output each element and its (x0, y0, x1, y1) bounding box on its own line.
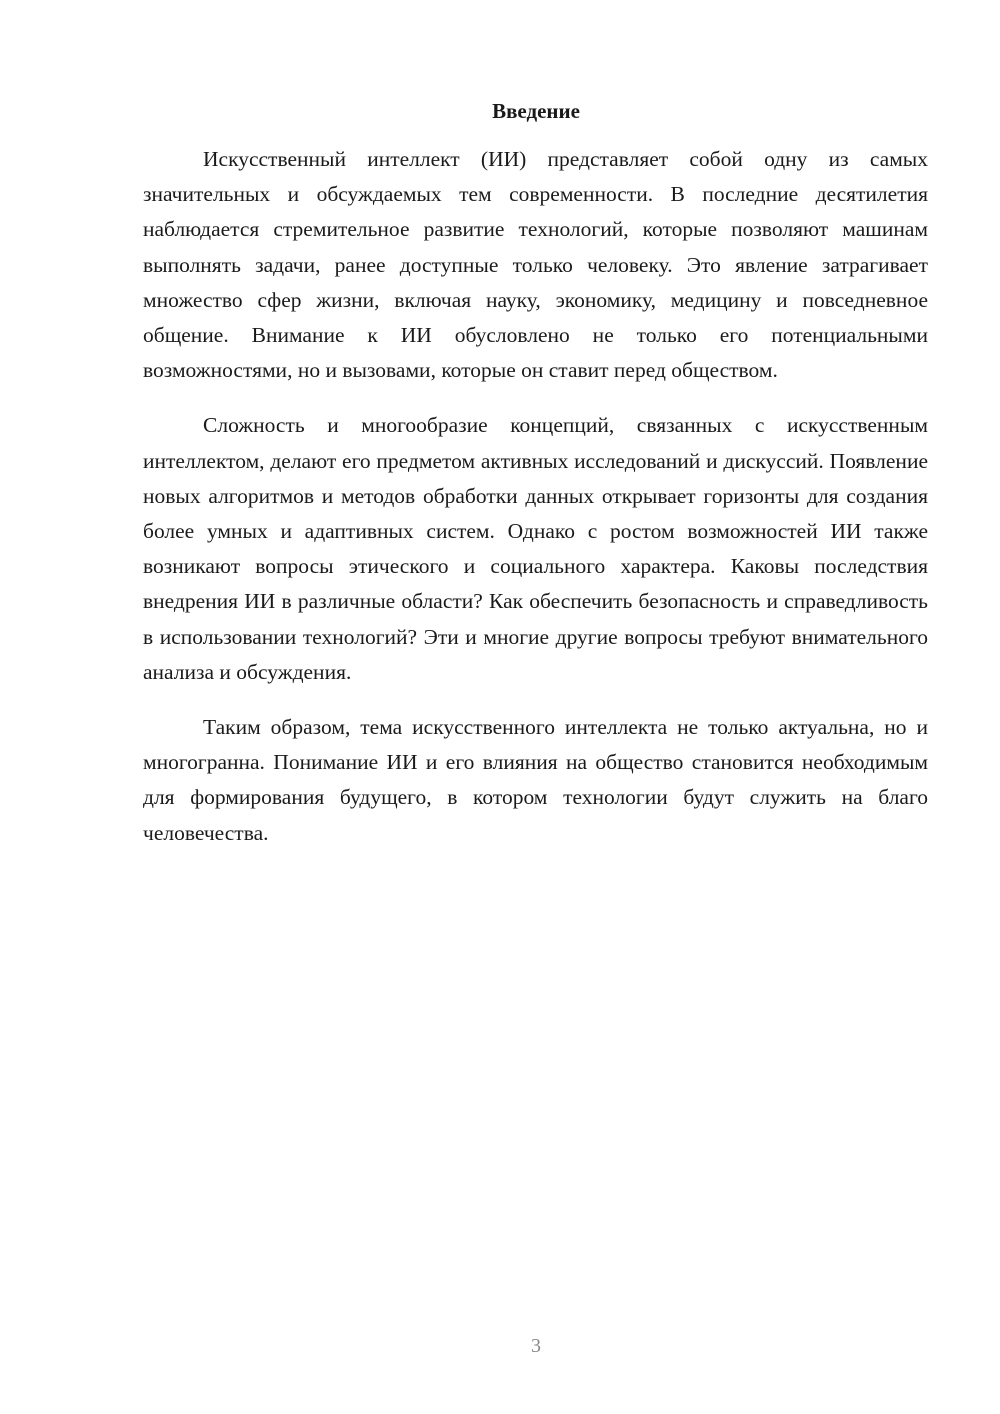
paragraph-3: Таким образом, тема искусственного интеллекта не только актуальна, но и многогранна. Понимание ИИ и его влияния на общество становится необходимым для формирования будущего, в котором технологии будут служить на благо человечества. (143, 715, 928, 845)
paragraph-2: Сложность и многообразие концепций, связанных с искусственным интеллектом, делают его предметом активных исследований и дискуссий. Появление новых алгоритмов и методов обработки данных открывает горизонты для создания более умных и адаптивных систем. Однако с ростом возможностей ИИ также возникают вопросы этического и социального характера. Каковы последствия внедрения ИИ в различные области? Как обеспечить безопасность и справедливость в использовании технологий? Эти и многие другие вопросы требуют внимательного анализа и обсуждения. (143, 413, 928, 684)
body-text (143, 142, 928, 851)
page-number: 3 (531, 1335, 541, 1357)
page-heading: Введение (492, 99, 580, 123)
paragraph-1: Искусственный интеллект (ИИ) представляет собой одну из самых значительных и обсуждаемых тем современности. В последние десятилетия наблюдается стремительное развитие технологий, которые позволяют машинам выполнять задачи, ранее доступные только человеку. Это явление затрагивает множество сфер жизни, включая науку, экономику, медицину и повседневное общение. Внимание к ИИ обусловлено не только его потенциальными возможностями, но и вызовами, которые он ставит перед обществом. (143, 147, 928, 383)
